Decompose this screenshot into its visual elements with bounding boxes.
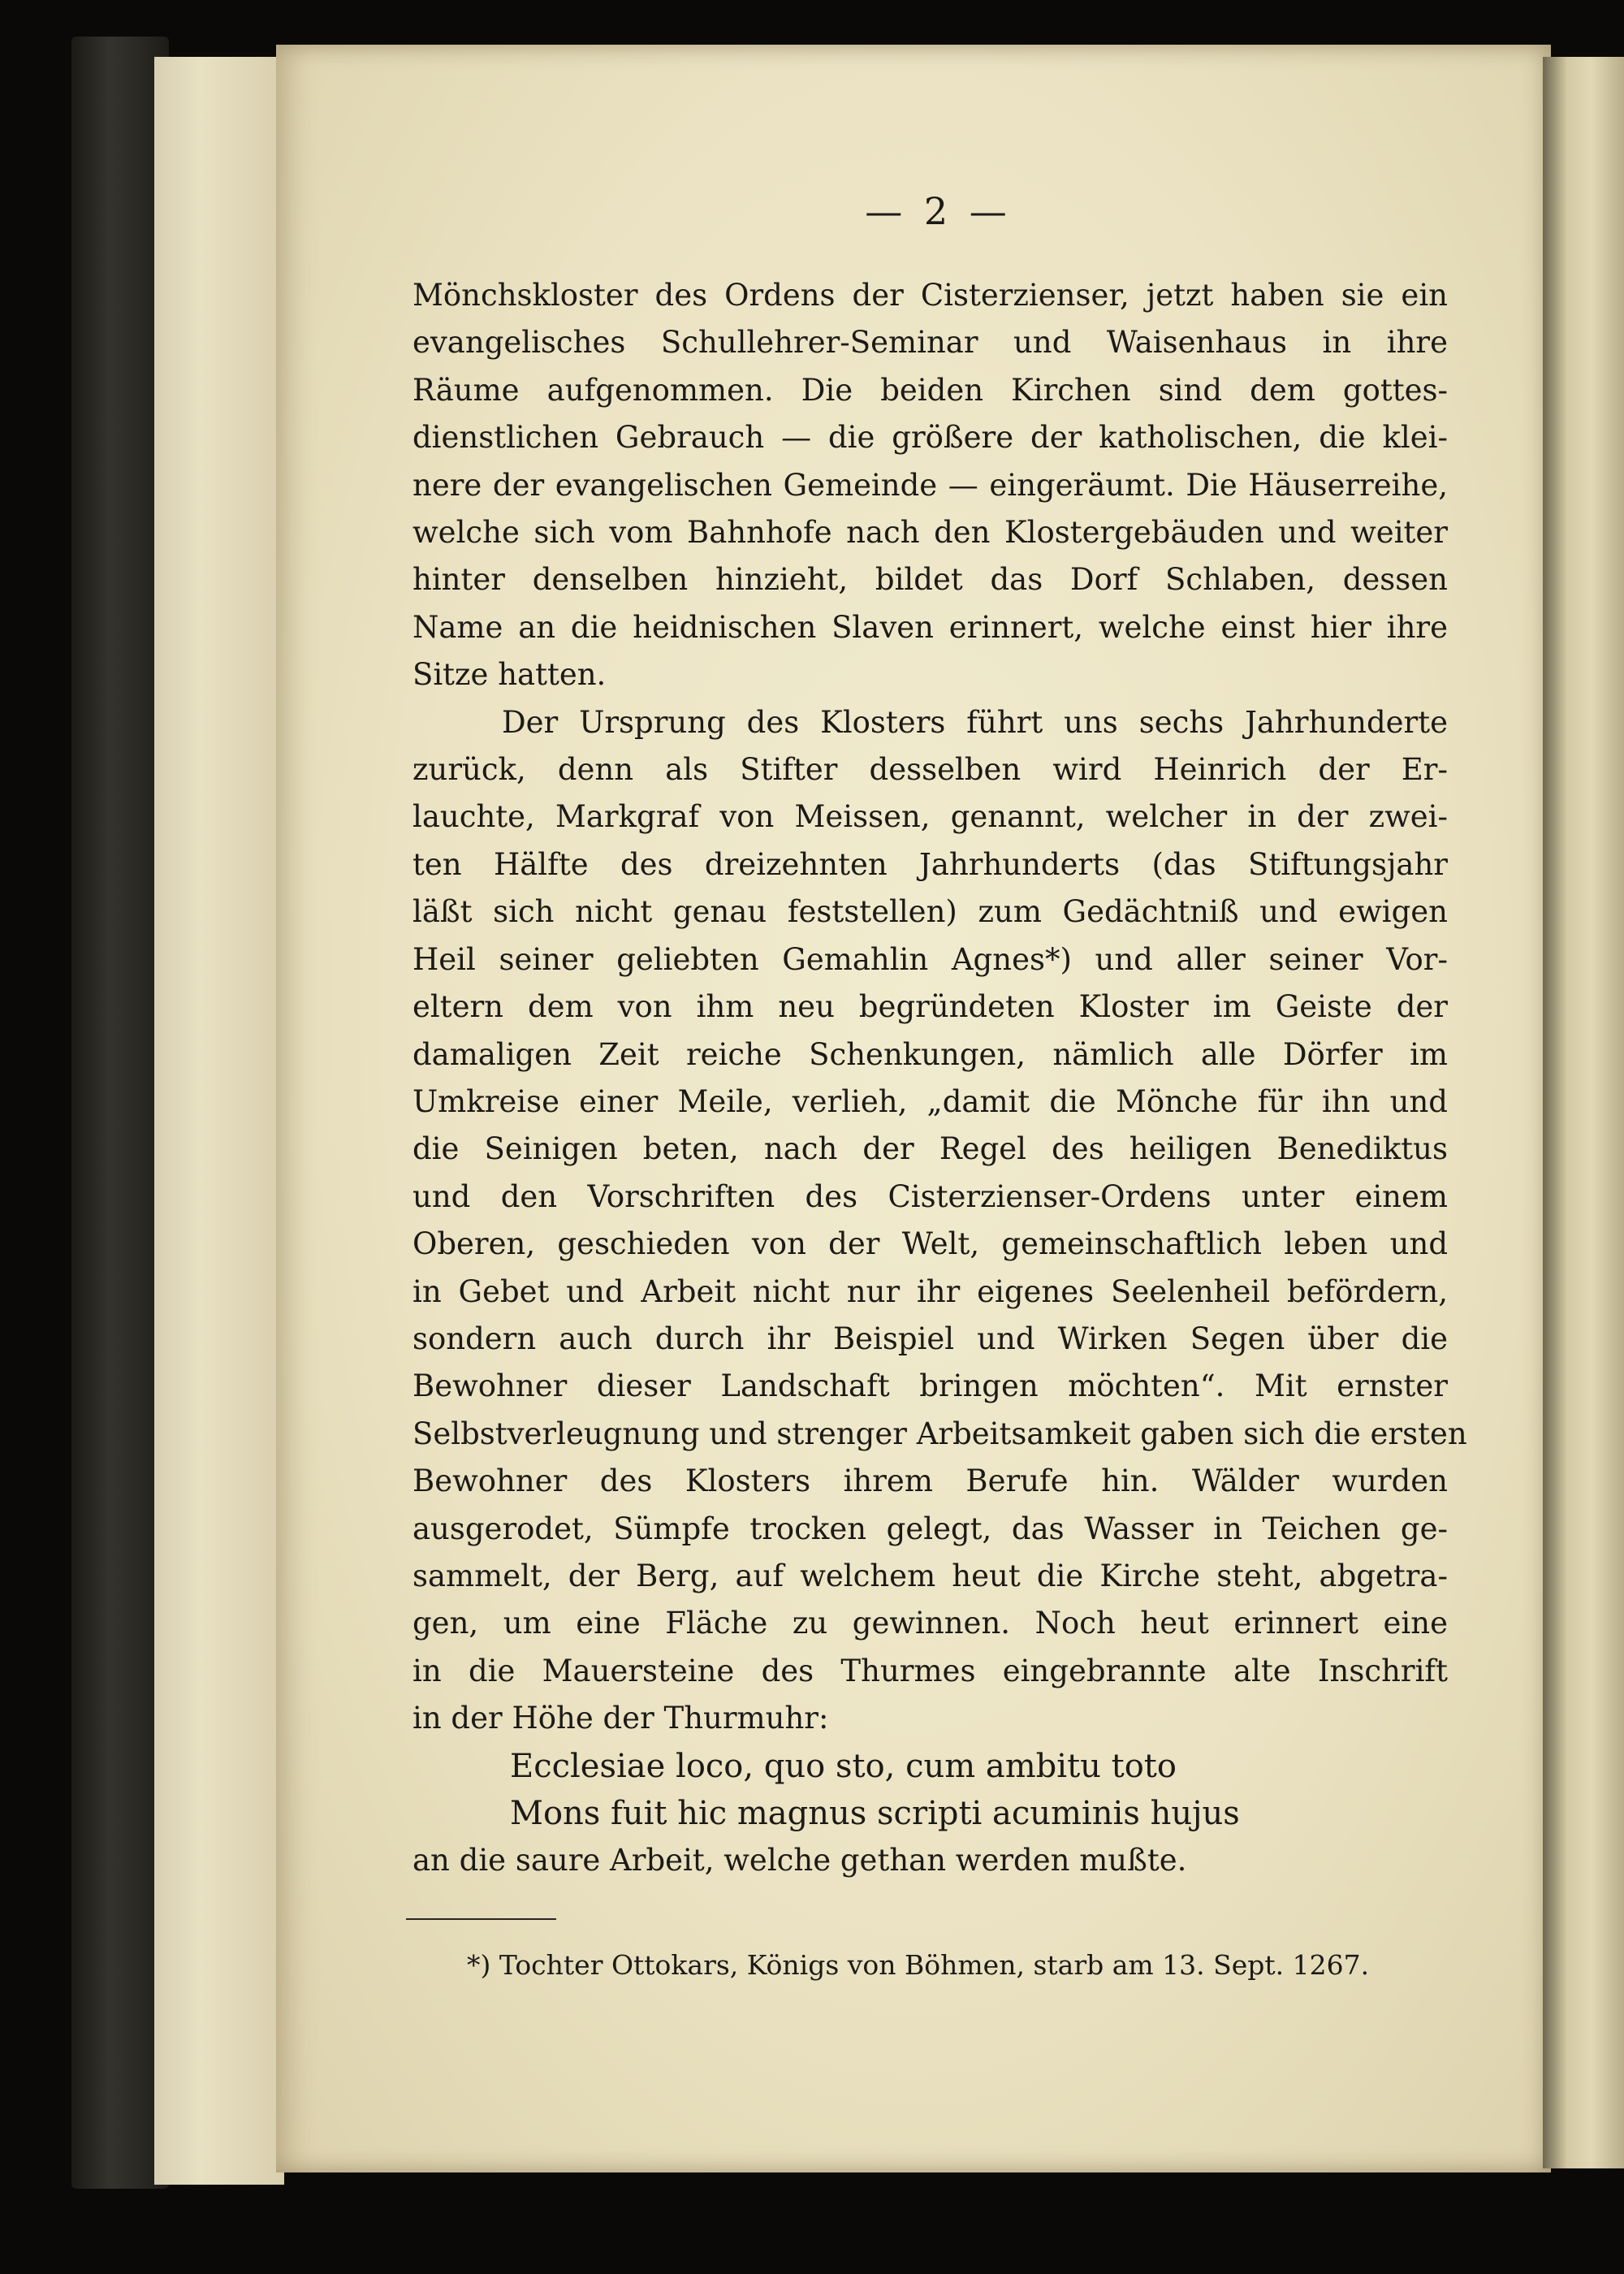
text-line: Umkreise einer Meile, verlieh, „damit die Mönche für ihn und [412, 1083, 1448, 1119]
footnote: *) Tochter Ottokars, Königs von Böhmen, starb am 13. Sept. 1267. [467, 1949, 1370, 1981]
text-line: nere der evangelischen Gemeinde — eingeräumt. Die Häuserreihe, [412, 467, 1448, 503]
latin-inscription-line: Mons fuit hic magnus scripti acuminis hujus [510, 1795, 1240, 1832]
text-line: zurück, denn als Stifter desselben wird Heinrich der Er- [412, 752, 1448, 788]
text-line: dienstlichen Gebrauch — die größere der katholischen, die klei- [412, 420, 1448, 456]
page-text [412, 183, 1467, 1885]
text-line: Sitze hatten. [412, 657, 607, 693]
text-line: sondern auch durch ihr Beispiel und Wirken Segen über die [412, 1321, 1448, 1356]
text-line: lauchte, Markgraf von Meissen, genannt, welcher in der zwei- [412, 799, 1448, 835]
text-line: Mönchskloster des Ordens der Cisterzienser, jetzt haben sie ein [412, 278, 1448, 313]
text-line: und den Vorschriften des Cisterzienser-Ordens unter einem [412, 1178, 1448, 1214]
text-line: evangelisches Schullehrer-Seminar und Waisenhaus in ihre [412, 325, 1448, 361]
text-line: Oberen, geschieden von der Welt, gemeinschaftlich leben und [412, 1226, 1448, 1262]
text-line: läßt sich nicht genau feststellen) zum Gedächtniß und ewigen [412, 894, 1448, 930]
text-line: eltern dem von ihm neu begründeten Kloster im Geiste der [412, 989, 1448, 1025]
text-line: in die Mauersteine des Thurmes eingebrannte alte Inschrift [412, 1653, 1448, 1688]
text-line: gen, um eine Fläche zu gewinnen. Noch heut erinnert eine [412, 1606, 1448, 1641]
text-line: Heil seiner geliebten Gemahlin Agnes*) und aller seiner Vor- [412, 941, 1448, 977]
latin-inscription-line: Ecclesiae loco, quo sto, cum ambitu toto [510, 1747, 1177, 1785]
body-text [412, 272, 1467, 1885]
inside-cover-edge [154, 57, 284, 2185]
text-line: in Gebet und Arbeit nicht nur ihr eigenes Seelenheil befördern, [412, 1273, 1448, 1309]
text-line: sammelt, der Berg, auf welchem heut die Kirche steht, abgetra- [412, 1558, 1448, 1593]
text-line: die Seinigen beten, nach der Regel des heiligen Benediktus [412, 1131, 1448, 1167]
text-line: Name an die heidnischen Slaven erinnert, welche einst hier ihre [412, 609, 1448, 645]
footnote-divider [406, 1918, 556, 1920]
text-line: hinter denselben hinzieht, bildet das Dorf Schlaben, dessen [412, 562, 1448, 598]
page-stack-edge [1543, 57, 1624, 2168]
text-line: welche sich vom Bahnhofe nach den Klostergebäuden und weiter [412, 515, 1448, 551]
text-line: Räume aufgenommen. Die beiden Kirchen sind dem gottes- [412, 372, 1448, 408]
text-line: in der Höhe der Thurmuhr: [412, 1701, 829, 1736]
text-line: ausgerodet, Sümpfe trocken gelegt, das Wasser in Teichen ge- [412, 1511, 1448, 1546]
text-line: Bewohner dieser Landschaft bringen möchten“. Mit ernster [412, 1368, 1448, 1404]
text-line: Der Ursprung des Klosters führt uns sechs Jahrhunderte [502, 704, 1448, 740]
text-line: an die saure Arbeit, welche gethan werden mußte. [412, 1843, 1187, 1878]
page-number: — 2 — [865, 189, 1012, 233]
text-line: Bewohner des Klosters ihrem Berufe hin. Wälder wurden [412, 1463, 1448, 1499]
text-line: Selbstverleugnung und strenger Arbeitsamkeit gaben sich die ersten [412, 1416, 1467, 1451]
text-line: damaligen Zeit reiche Schenkungen, nämlich alle Dörfer im [412, 1036, 1448, 1072]
text-line: ten Hälfte des dreizehnten Jahrhunderts (das Stiftungsjahr [412, 846, 1448, 882]
